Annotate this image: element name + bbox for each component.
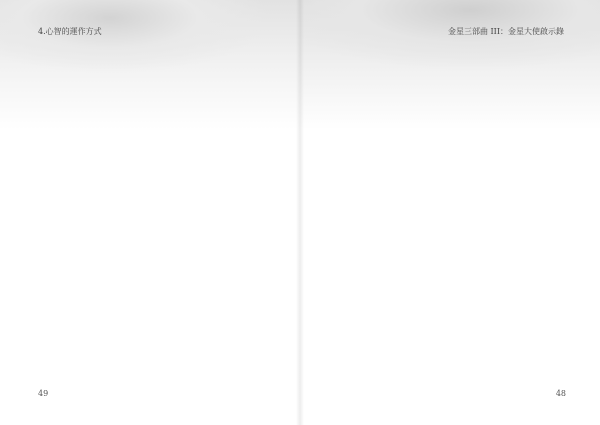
text-column bbox=[143, 84, 153, 374]
right-page bbox=[300, 0, 600, 425]
text-column bbox=[414, 84, 424, 374]
text-column bbox=[502, 84, 512, 374]
text-column bbox=[370, 84, 380, 374]
text-column bbox=[172, 84, 182, 374]
text-column bbox=[326, 84, 336, 374]
text-column bbox=[487, 84, 497, 374]
text-column bbox=[114, 84, 124, 374]
book-gutter bbox=[296, 0, 304, 425]
right-text-block bbox=[322, 84, 570, 374]
text-column bbox=[202, 84, 212, 374]
text-column bbox=[385, 84, 395, 374]
text-column bbox=[545, 84, 555, 374]
text-column bbox=[458, 84, 468, 374]
text-column bbox=[516, 84, 526, 374]
text-column bbox=[443, 84, 453, 374]
text-column bbox=[56, 84, 66, 374]
right-running-head: 金星三部曲 III：金星大使啟示錄 bbox=[447, 27, 564, 36]
text-column bbox=[26, 84, 36, 374]
text-column bbox=[99, 84, 109, 374]
text-column bbox=[41, 84, 51, 374]
text-column bbox=[560, 84, 570, 374]
text-column bbox=[85, 84, 95, 374]
text-column bbox=[245, 84, 255, 374]
text-column bbox=[231, 84, 241, 374]
text-column bbox=[429, 84, 439, 374]
text-column bbox=[187, 84, 197, 374]
right-page-number: 48 bbox=[555, 389, 566, 398]
left-running-head: 4.心智的運作方式 bbox=[38, 27, 102, 36]
text-column bbox=[70, 84, 80, 374]
text-column bbox=[472, 84, 482, 374]
text-column bbox=[260, 84, 270, 374]
text-column bbox=[341, 84, 351, 374]
text-column bbox=[129, 84, 139, 374]
text-column bbox=[158, 84, 168, 374]
left-text-block bbox=[22, 84, 270, 374]
left-page-number: 49 bbox=[38, 389, 49, 398]
text-column bbox=[356, 84, 366, 374]
text-column bbox=[216, 84, 226, 374]
text-column bbox=[531, 84, 541, 374]
text-column bbox=[399, 84, 409, 374]
